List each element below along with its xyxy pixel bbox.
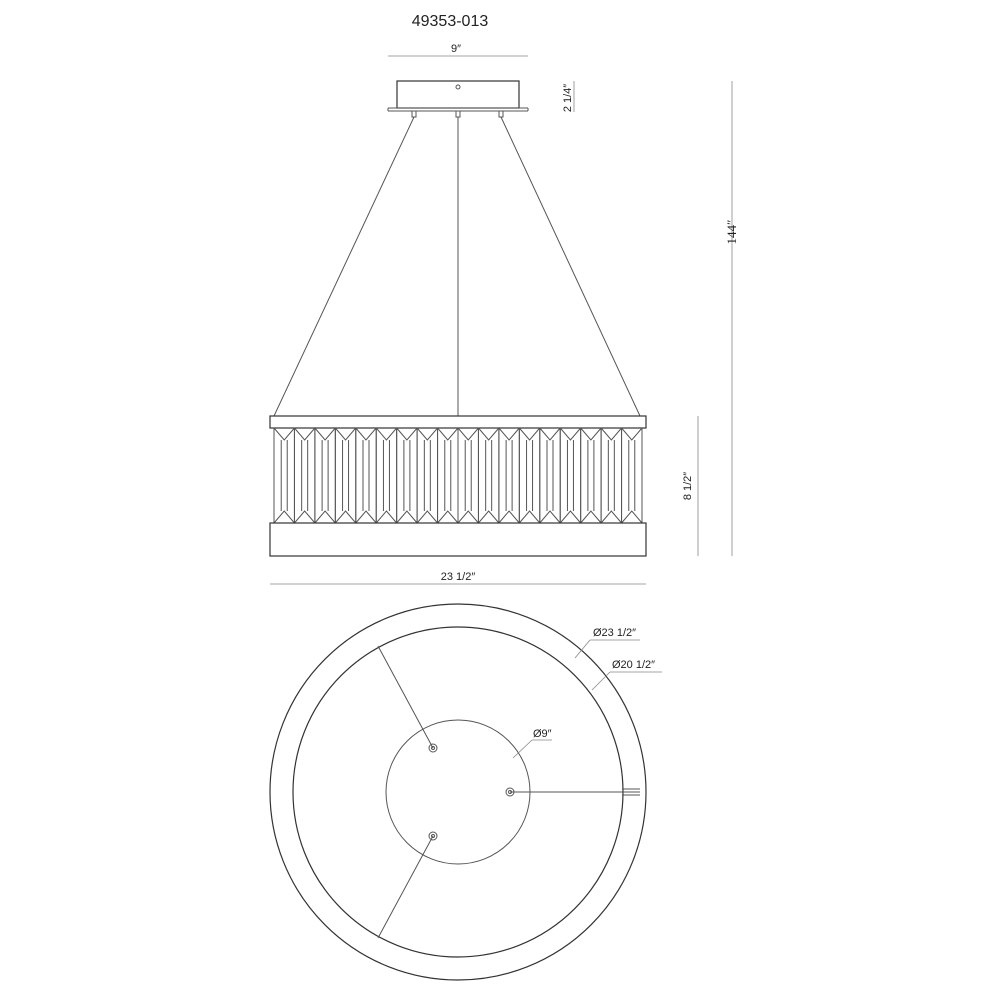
inner-diameter-leader xyxy=(592,672,610,690)
crystal-prism xyxy=(540,428,560,523)
crystal-prism xyxy=(458,428,478,523)
crystal-prism xyxy=(397,428,417,523)
crystal-prism xyxy=(499,428,519,523)
canopy xyxy=(388,81,528,117)
fixture-bottom-band xyxy=(270,523,646,556)
crystal-prism xyxy=(315,428,335,523)
fixture-width-label: 23 1/2″ xyxy=(440,571,476,583)
overall-height-label: 144″ xyxy=(724,219,739,245)
inner-diameter-label: Ø20 1/2″ xyxy=(612,659,656,671)
side-elevation-view xyxy=(270,43,739,584)
crystal-prism xyxy=(519,428,539,523)
crystal-prism xyxy=(274,428,294,523)
crystal-prism xyxy=(581,428,601,523)
crystal-prism xyxy=(335,428,355,523)
outer-diameter-label: Ø23 1/2″ xyxy=(593,627,637,639)
crystal-prism-row xyxy=(274,428,642,523)
cable-anchor-points xyxy=(429,744,514,840)
fixture-top-band xyxy=(270,416,646,428)
fixture-height-label: 8 1/2″ xyxy=(682,471,694,501)
canopy-diameter-label: Ø9″ xyxy=(533,728,552,740)
canopy-height-label: 2 1/4″ xyxy=(562,83,574,113)
crystal-prism xyxy=(478,428,498,523)
plan-view xyxy=(270,604,662,980)
crystal-prism xyxy=(356,428,376,523)
crystal-prism xyxy=(417,428,437,523)
crystal-prism xyxy=(438,428,458,523)
model-number-title: 49353-013 xyxy=(411,13,489,30)
crystal-prism xyxy=(376,428,396,523)
crystal-prism xyxy=(622,428,642,523)
crystal-prism xyxy=(601,428,621,523)
canopy-width-label: 9″ xyxy=(450,43,462,55)
crystal-prism xyxy=(294,428,314,523)
crystal-prism xyxy=(560,428,580,523)
suspension-cables xyxy=(274,117,640,416)
